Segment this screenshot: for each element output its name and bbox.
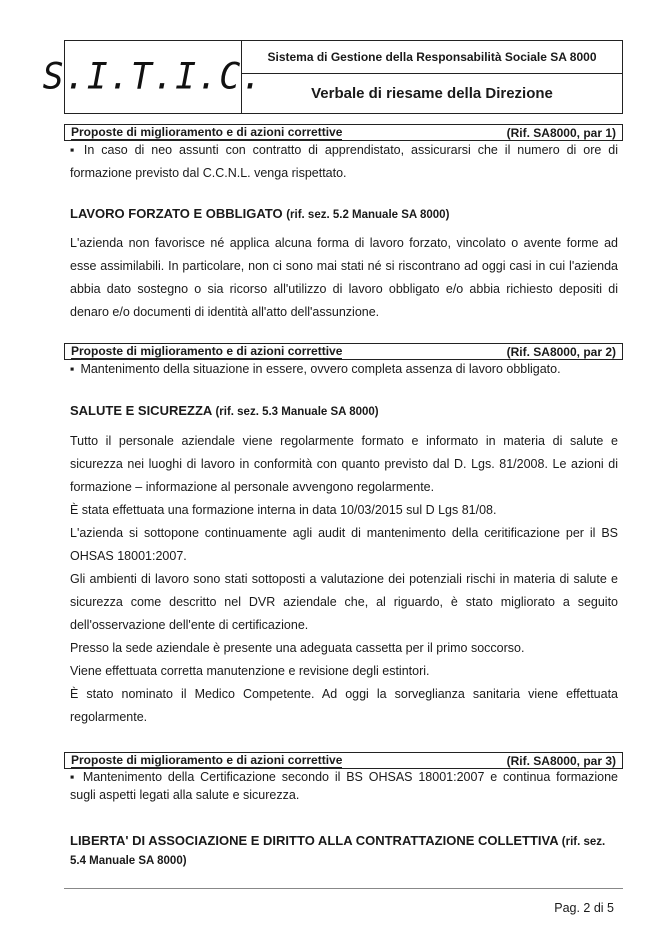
paragraph: L'azienda non favorisce né applica alcuna forma di lavoro forzato, vincolato o avente forme ad esse assimilabili. In particolare, non ci sono mai stati né si riscontrano ad oggi casi in cui l'azienda abbia dato sostegno o sia ricorso all'utilizzo di lavoro obbligato e/o abbia richiesto depositi di denaro e/o documenti di identità all'atto dell'assunzione.	[70, 236, 618, 319]
bullet-text: Mantenimento della Certificazione secondo il BS OHSAS 18001:2007 e continua formazione sugli aspetti legati alla salute e sicurezza.	[70, 770, 618, 802]
section-body-forced-labour	[70, 232, 618, 324]
section-heading-forced-labour	[70, 205, 618, 224]
section-ref: (rif. sez. 5.2 Manuale SA 8000)	[286, 209, 450, 221]
section-title: SALUTE E SICUREZZA	[70, 403, 212, 418]
improvement-text-2	[70, 358, 618, 381]
improvement-ref: (Rif. SA8000, par 1)	[506, 125, 616, 140]
footer-divider	[64, 888, 623, 889]
improvement-ref: (Rif. SA8000, par 3)	[506, 753, 616, 768]
bullet-text: Mantenimento della situazione in essere, ovvero completa assenza di lavoro obbligato.	[80, 362, 561, 376]
improvement-label: Proposte di miglioramento e di azioni correttive	[71, 343, 343, 358]
improvement-text-3	[70, 768, 618, 804]
paragraph: Tutto il personale aziendale viene regolarmente formato e informato in materia di salute e sicurezza nei luoghi di lavoro in conformità con quanto previsto dal D. Lgs. 81/2008. Le azioni di formazione – informazione al personale avvengono regolarmente.	[70, 434, 618, 494]
section-ref: (rif. sez. 5.4 Manuale SA 8000)	[70, 836, 606, 867]
section-title: LAVORO FORZATO E OBBLIGATO	[70, 206, 283, 221]
system-title: Sistema di Gestione della Responsabilità Sociale SA 8000	[242, 41, 622, 74]
paragraph: Viene effettuata corretta manutenzione e revisione degli estintori.	[70, 664, 430, 678]
paragraph: Gli ambienti di lavoro sono stati sottoposti a valutazione dei potenziali rischi in materia di salute e sicurezza come descritto nel DVR aziendale che, al riguardo, è stato migliorato a seguito dell'osservazione dell'ente di certificazione.	[70, 572, 618, 632]
improvement-box-3	[64, 752, 623, 769]
section-title: LIBERTA' DI ASSOCIAZIONE E DIRITTO ALLA CONTRATTAZIONE COLLETTIVA	[70, 833, 559, 848]
paragraph: L'azienda si sottopone continuamente agli audit di mantenimento della ceritificazione per il BS OHSAS 18001:2007.	[70, 526, 618, 563]
improvement-text-1	[70, 139, 618, 185]
page-number: Pag. 2 di 5	[554, 901, 614, 915]
improvement-ref: (Rif. SA8000, par 2)	[506, 344, 616, 359]
section-heading-freedom-association	[70, 832, 618, 870]
paragraph: È stata effettuata una formazione interna in data 10/03/2015 sul D Lgs 81/08.	[70, 503, 497, 517]
section-body-health-safety	[70, 430, 618, 729]
paragraph: Presso la sede aziendale è presente una adeguata cassetta per il primo soccorso.	[70, 641, 525, 655]
paragraph: È stato nominato il Medico Competente. Ad oggi la sorveglianza sanitaria viene effettuata regolarmente.	[70, 687, 618, 724]
improvement-label: Proposte di miglioramento e di azioni correttive	[71, 752, 343, 767]
logo-cell	[42, 41, 264, 113]
header-titles	[242, 41, 622, 113]
improvement-label: Proposte di miglioramento e di azioni correttive	[71, 124, 343, 139]
bullet-text: In caso di neo assunti con contratto di apprendistato, assicurarsi che il numero di ore di formazione previsto dal C.C.N.L. venga rispettato.	[70, 143, 618, 180]
section-heading-health-safety	[70, 402, 618, 421]
document-header	[42, 40, 623, 114]
company-logo: S.I.T.I.C.	[42, 56, 264, 98]
section-ref: (rif. sez. 5.3 Manuale SA 8000)	[215, 406, 379, 418]
document-title: Verbale di riesame della Direzione	[311, 85, 553, 102]
